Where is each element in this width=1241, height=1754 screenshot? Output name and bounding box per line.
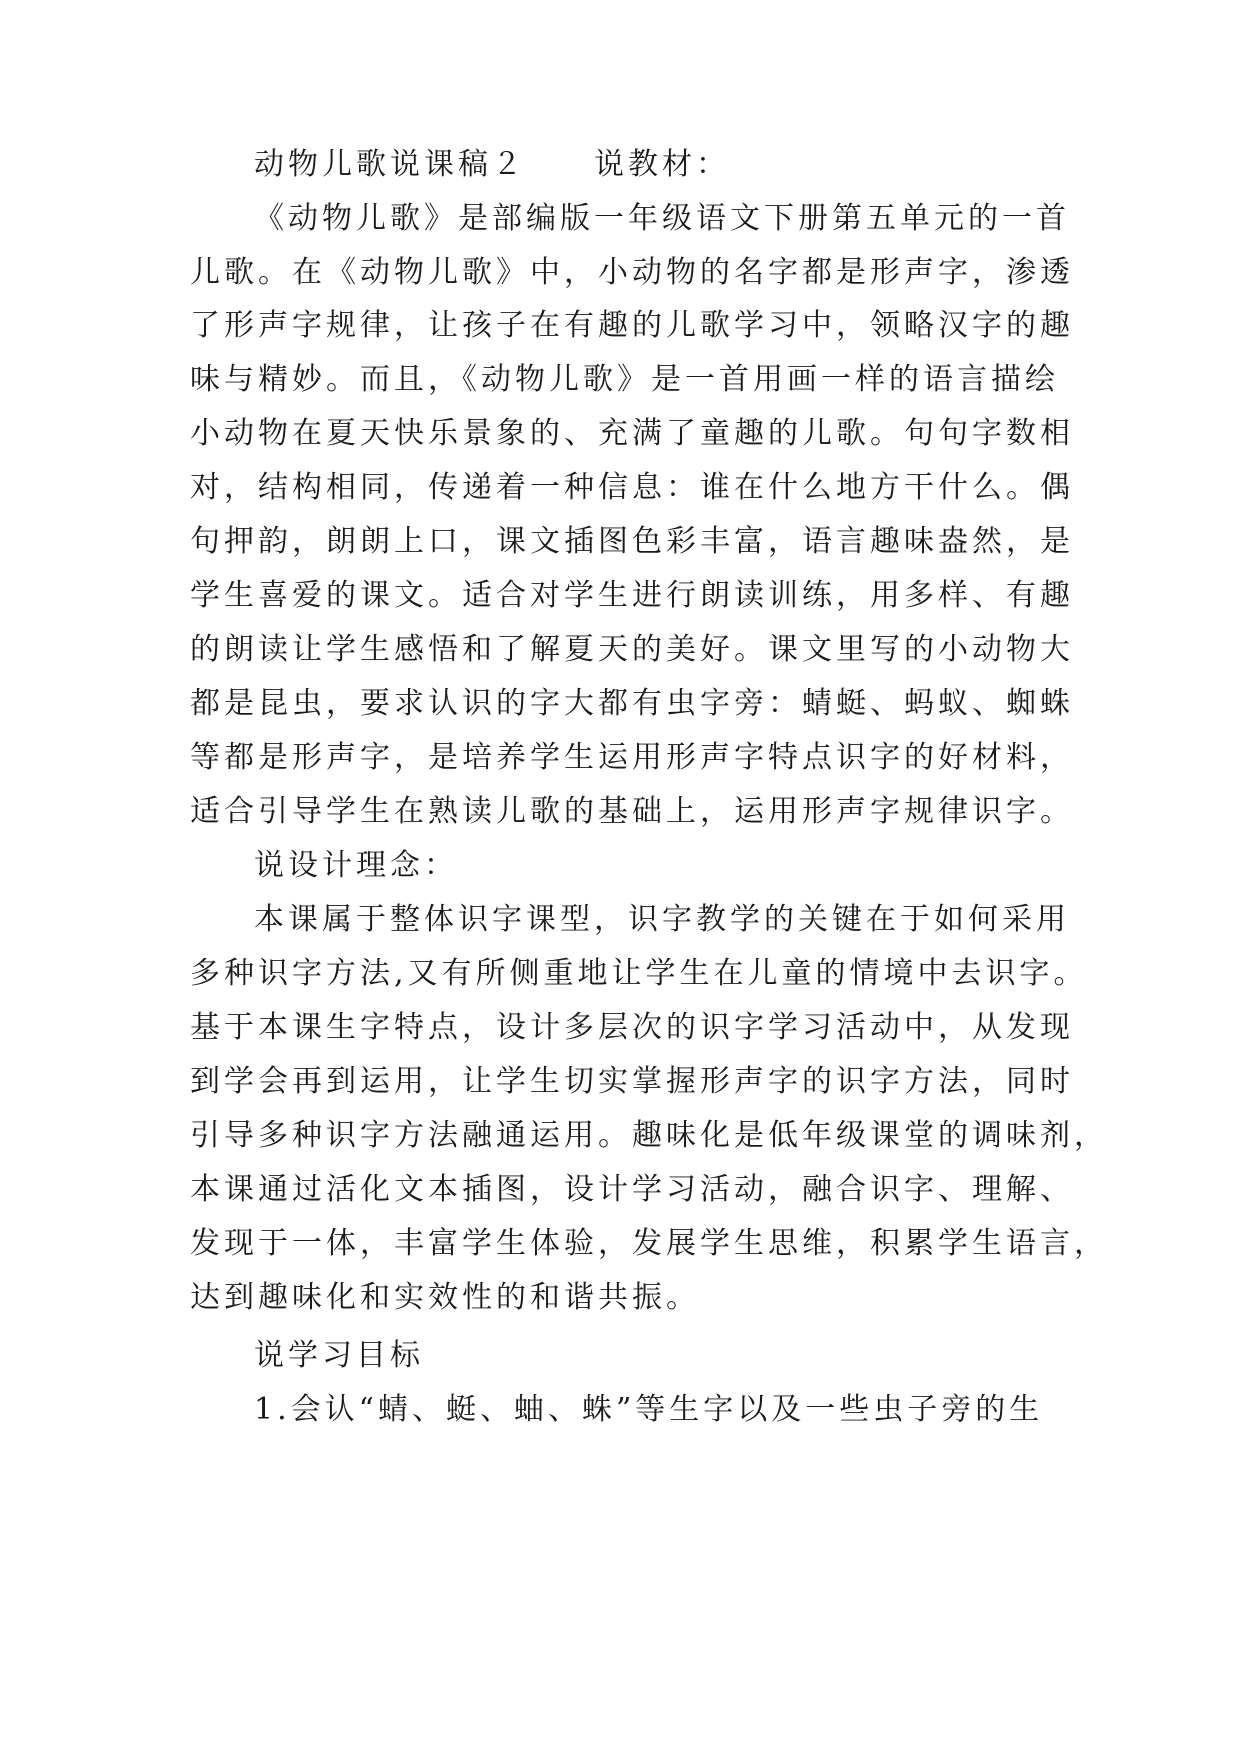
paragraph-line: 到学会再到运用，让学生切实掌握形声字的识字方法，同时 xyxy=(190,1064,1074,1099)
paragraph-line: 《动物儿歌》是部编版一年级语文下册第五单元的一首 xyxy=(254,201,1070,236)
paragraph-line: 句押韵，朗朗上口，课文插图色彩丰富，语言趣味盎然，是 xyxy=(190,524,1074,559)
paragraph-line: 的朗读让学生感悟和了解夏天的美好。课文里写的小动物大 xyxy=(190,632,1074,667)
paragraph-line: 多种识字方法,又有所侧重地让学生在儿童的情境中去识字。 xyxy=(190,956,1088,991)
section-heading-line: 说学习目标 xyxy=(254,1338,424,1373)
paragraph-line: 发现于一体，丰富学生体验，发展学生思维，积累学生语言， xyxy=(190,1226,1108,1261)
section-heading-line: 说设计理念： xyxy=(254,848,458,883)
paragraph-line: 小动物在夏天快乐景象的、充满了童趣的儿歌。句句字数相 xyxy=(190,416,1074,451)
paragraph-line: 都是昆虫，要求认识的字大都有虫字旁：蜻蜓、蚂蚁、蜘蛛 xyxy=(190,686,1074,721)
paragraph-line: 适合引导学生在熟读儿歌的基础上，运用形声字规律识字。 xyxy=(190,794,1074,829)
paragraph-line: 引导多种识字方法融通运用。趣味化是低年级课堂的调味剂， xyxy=(190,1118,1108,1153)
paragraph-line: 本课属于整体识字课型，识字教学的关键在于如何采用 xyxy=(254,902,1070,937)
paragraph-line: 本课通过活化文本插图，设计学习活动，融合识字、理解、 xyxy=(190,1172,1074,1207)
paragraph-line: 等都是形声字，是培养学生运用形声字特点识字的好材料， xyxy=(190,740,1074,775)
paragraph-line: 对，结构相同，传递着一种信息：谁在什么地方干什么。偶 xyxy=(190,470,1074,505)
section-heading-line: 动物儿歌说课稿２ 说教材： xyxy=(254,147,730,182)
paragraph-line: 达到趣味化和实效性的和谐共振。 xyxy=(190,1280,700,1315)
paragraph-line: 1.会认“蜻、蜓、蚰、蛛”等生字以及一些虫子旁的生 xyxy=(254,1392,1044,1427)
paragraph-line: 基于本课生字特点，设计多层次的识字学习活动中，从发现 xyxy=(190,1010,1074,1045)
paragraph-line: 儿歌。在《动物儿歌》中，小动物的名字都是形声字，渗透 xyxy=(190,255,1074,290)
paragraph-line: 了形声字规律，让孩子在有趣的儿歌学习中，领略汉字的趣 xyxy=(190,308,1074,343)
paragraph-line: 学生喜爱的课文。适合对学生进行朗读训练，用多样、有趣 xyxy=(190,578,1074,613)
paragraph-line: 味与精妙。而且，《动物儿歌》是一首用画一样的语言描绘 xyxy=(190,362,1059,397)
